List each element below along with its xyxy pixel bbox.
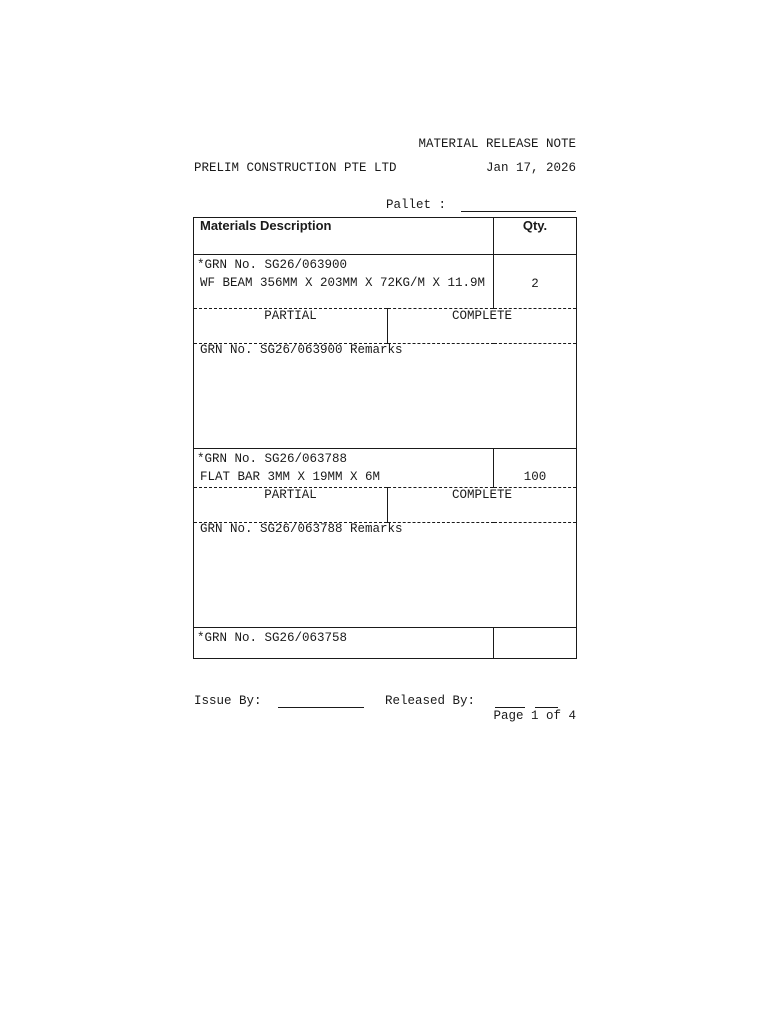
pallet-field-line [461,211,576,212]
item-description: FLAT BAR 3MM X 19MM X 6M [200,470,381,484]
table-header-row [194,218,577,255]
partial-option[interactable]: PARTIAL [194,309,388,344]
complete-option[interactable]: COMPLETE [388,309,577,344]
item-description-cell [194,628,494,659]
partial-complete-row [194,309,577,344]
item-qty: 100 [494,449,577,488]
table-row [194,628,577,659]
remarks-row [194,523,577,628]
partial-complete-row [194,488,577,523]
page-number: Page 1 of 4 [493,709,576,723]
materials-table [193,217,577,659]
item-qty [494,628,577,659]
released-by-label: Released By: [385,694,476,708]
issue-by-signature-line [278,707,364,708]
company-name: PRELIM CONSTRUCTION PTE LTD [194,161,397,175]
grn-number: *GRN No. SG26/063900 [197,258,348,272]
released-by-signature-line-2 [535,707,558,708]
partial-option[interactable]: PARTIAL [194,488,388,523]
remarks-field[interactable]: GRN No. SG26/063900 Remarks [194,344,577,449]
document-date: Jan 17, 2026 [485,161,576,175]
document-title: MATERIAL RELEASE NOTE [418,137,576,151]
grn-number: *GRN No. SG26/063758 [197,631,348,645]
item-description-cell [194,255,494,309]
complete-option[interactable]: COMPLETE [388,488,577,523]
released-by-signature-line [495,707,525,708]
table-row [194,449,577,488]
issue-by-label: Issue By: [194,694,262,708]
grn-number: *GRN No. SG26/063788 [197,452,348,466]
column-header-description: Materials Description [194,218,494,255]
item-description-cell [194,449,494,488]
column-header-qty: Qty. [494,218,577,255]
remarks-row [194,344,577,449]
item-qty: 2 [494,255,577,309]
table-row [194,255,577,309]
remarks-field[interactable]: GRN No. SG26/063788 Remarks [194,523,577,628]
pallet-label: Pallet : [386,198,447,212]
item-description: WF BEAM 356MM X 203MM X 72KG/M X 11.9M [200,276,486,290]
